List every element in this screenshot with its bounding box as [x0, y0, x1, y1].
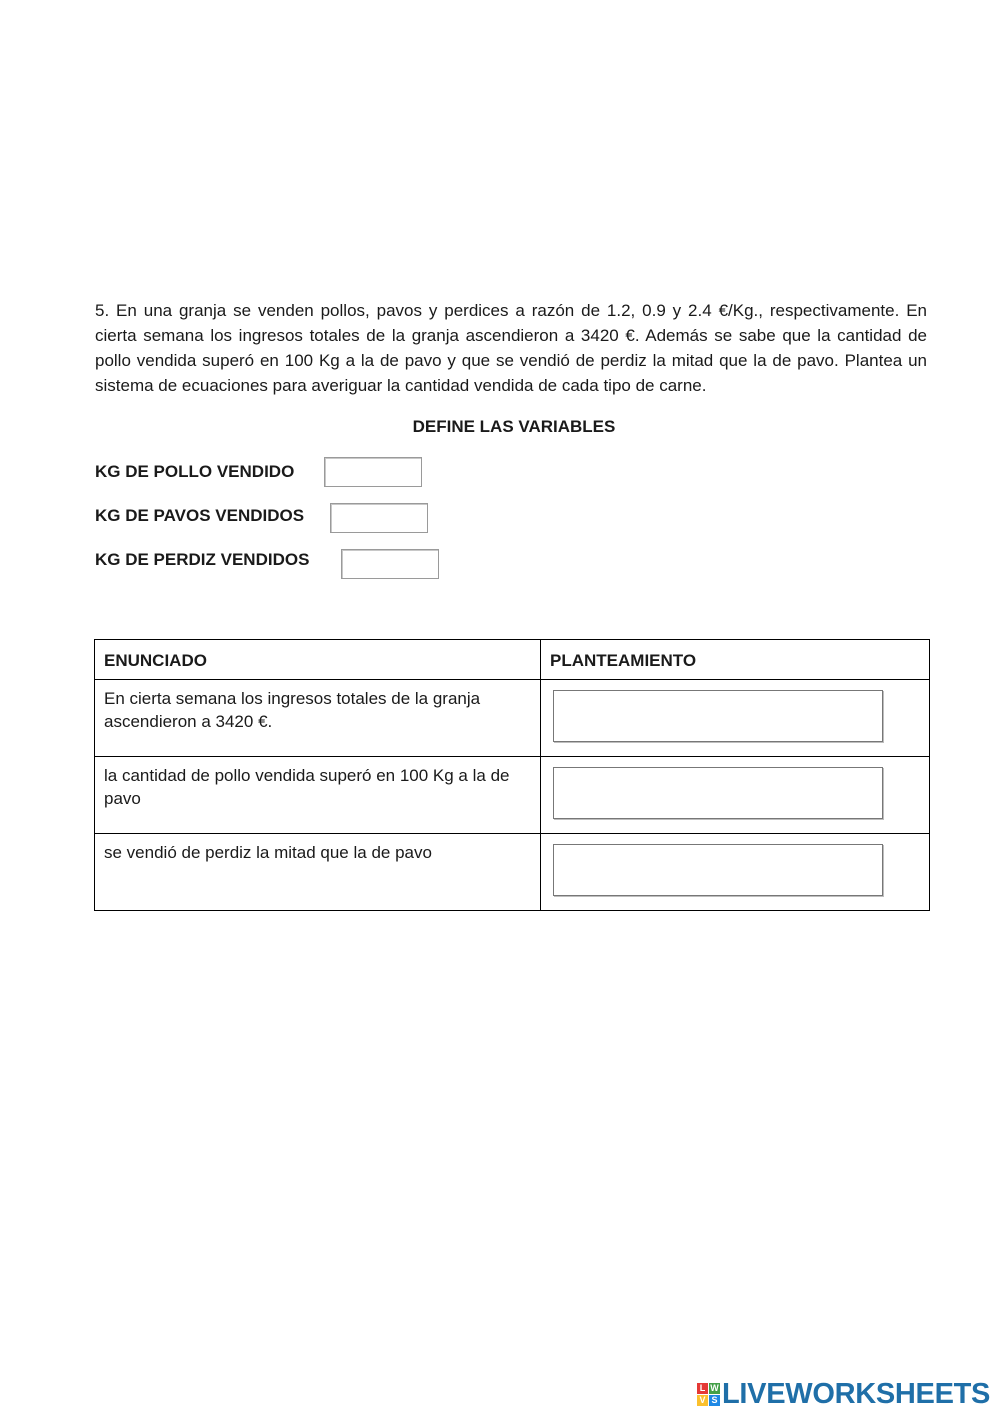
variable-label-pavo: KG DE PAVOS VENDIDOS — [95, 506, 305, 525]
logo-tile: V — [697, 1395, 708, 1406]
table-row — [95, 680, 930, 757]
statement-cell: la cantidad de pollo vendida superó en 100 Kg a la de pavo — [95, 757, 541, 834]
variable-input-pavo[interactable] — [330, 503, 428, 533]
logo-tile: W — [710, 1382, 719, 1393]
logo-tile: S — [709, 1395, 720, 1406]
equation-input-perdiz-pavo[interactable] — [553, 844, 883, 896]
answer-cell — [541, 757, 930, 834]
liveworksheets-logo-icon — [697, 1383, 720, 1406]
answer-cell — [541, 834, 930, 911]
table-row — [95, 834, 930, 911]
header-planteamiento: PLANTEAMIENTO — [541, 640, 930, 680]
problem-statement: 5. En una granja se venden pollos, pavos y perdices a razón de 1.2, 0.9 y 2.4 €/Kg., respectivamente. En cierta semana los ingresos totales de la granja ascendieron a 3420 €. Además se sabe que la cantidad de pollo vendida superó en 100 Kg a la de pavo y que se vendió de perdiz la mitad que la de pavo. Plantea un sistema de ecuaciones para averiguar la cantidad vendida de cada tipo de carne. — [95, 301, 927, 395]
equation-input-pollo-pavo[interactable] — [553, 767, 883, 819]
header-enunciado: ENUNCIADO — [95, 640, 541, 680]
table-header-row — [95, 640, 930, 680]
answer-cell — [541, 680, 930, 757]
variable-label-pollo: KG DE POLLO VENDIDO — [95, 462, 295, 481]
equation-input-ingresos[interactable] — [553, 690, 883, 742]
table-row — [95, 757, 930, 834]
liveworksheets-brand — [697, 1377, 990, 1411]
variable-input-perdiz[interactable] — [341, 549, 439, 579]
variable-label-perdiz: KG DE PERDIZ VENDIDOS — [95, 550, 310, 569]
equations-table — [94, 639, 930, 911]
brand-name: LIVEWORKSHEETS — [722, 1377, 991, 1410]
statement-cell: En cierta semana los ingresos totales de la granja ascendieron a 3420 €. — [95, 680, 541, 757]
logo-tile: L — [697, 1383, 708, 1394]
variable-input-pollo[interactable] — [324, 457, 422, 487]
define-variables-heading: DEFINE LAS VARIABLES — [412, 417, 616, 436]
statement-cell: se vendió de perdiz la mitad que la de pavo — [95, 834, 541, 911]
